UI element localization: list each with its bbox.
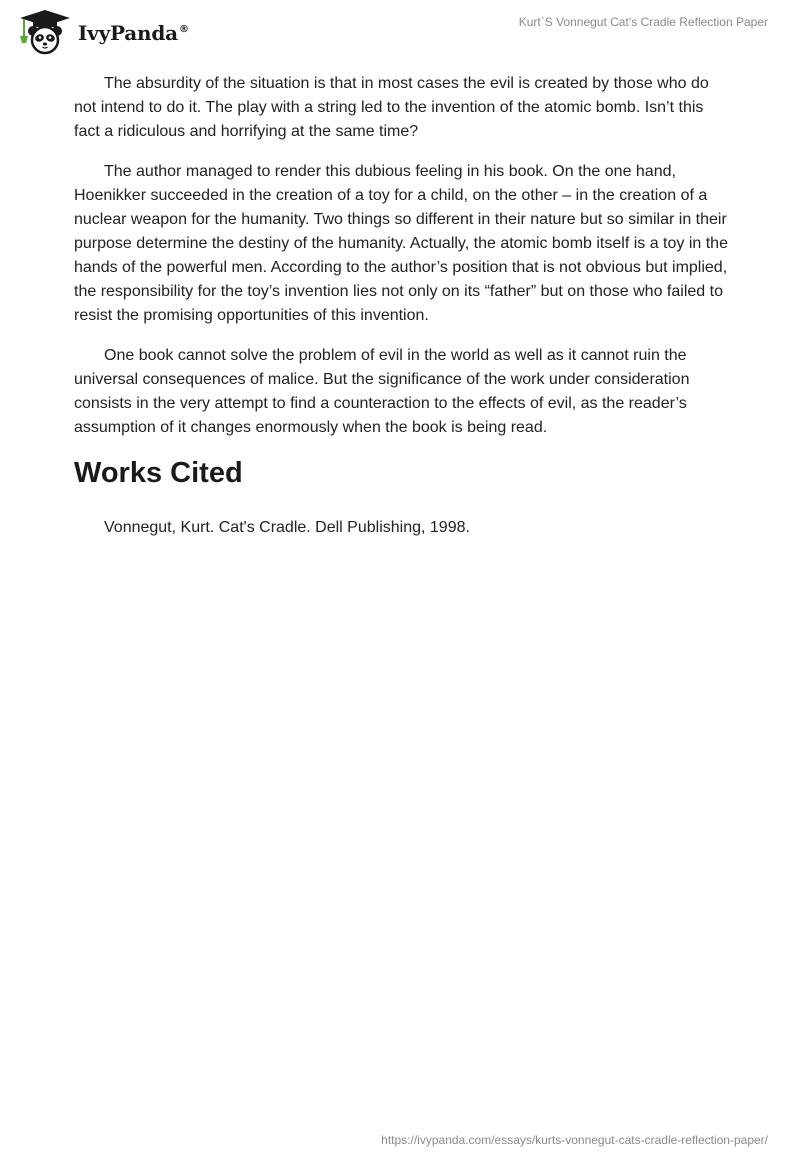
page-header <box>0 0 800 60</box>
body-paragraph: The absurdity of the situation is that in most cases the evil is created by those who do not intend to do it. The play with a string led to the invention of the atomic bomb. Isn’t this fact a ridiculous and horrifying at the same time? <box>74 75 709 140</box>
registered-mark: ® <box>178 24 189 36</box>
works-cited-heading: Works Cited <box>74 457 243 489</box>
citation-entry: Vonnegut, Kurt. Cat's Cradle. Dell Publishing, 1998. <box>104 519 470 536</box>
document-body <box>74 72 728 540</box>
panda-graduation-cap-icon <box>14 9 72 55</box>
logo-wordmark-text: IvyPanda <box>78 21 178 45</box>
logo-wordmark <box>78 21 189 45</box>
source-url[interactable]: https://ivypanda.com/essays/kurts-vonnegut-cats-cradle-reflection-paper/ <box>381 1133 768 1147</box>
body-paragraph: The author managed to render this dubious feeling in his book. On the one hand, Hoenikker succeeded in the creation of a toy for a child, on the other – in the creation of a nuclear weapon for the humanity. Two things so different in their nature but so similar in their purpose determine the destiny of the humanity. Actually, the atomic bomb itself is a toy in the hands of the powerful men. According to the author’s position that is not obvious but implied, the responsibility for the toy’s invention lies not only on its “father” but on those who failed to resist the promising opportunities of this invention. <box>74 163 728 324</box>
document-title: Kurt`S Vonnegut Cat’s Cradle Reflection Paper <box>518 15 768 29</box>
ivypanda-logo[interactable] <box>14 9 189 55</box>
body-paragraph: One book cannot solve the problem of evil in the world as well as it cannot ruin the universal consequences of malice. But the significance of the work under consideration consists in the very attempt to find a counteraction to the effects of evil, as the reader’s assumption of it changes enormously when the book is being read. <box>74 347 690 436</box>
